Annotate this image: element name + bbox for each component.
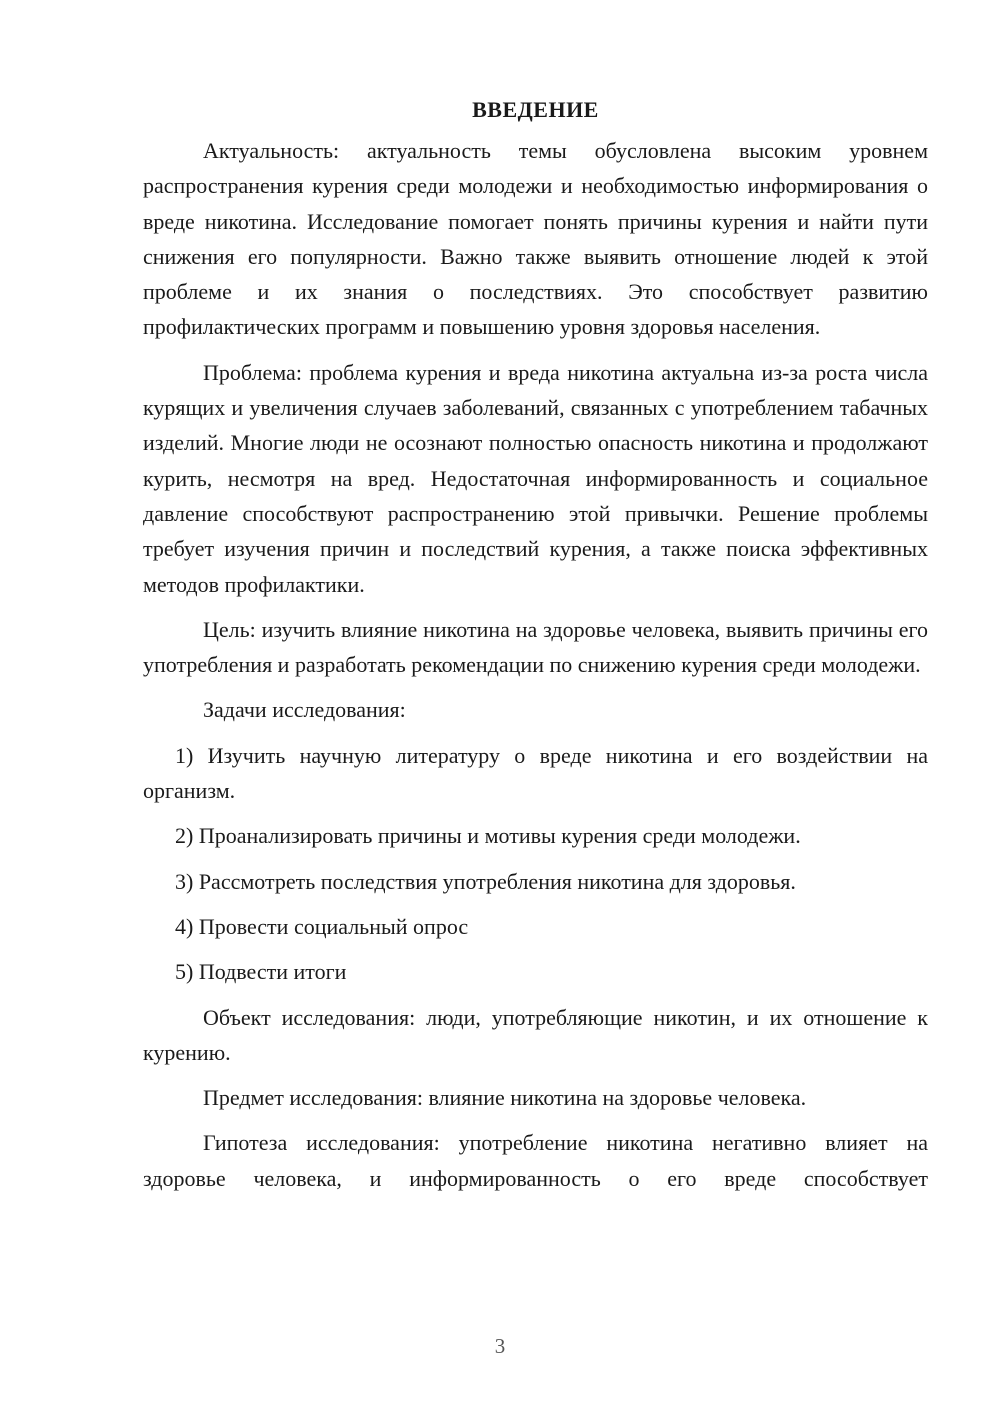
task-item-4: 4) Провести социальный опрос	[175, 913, 469, 939]
task-item-3: 3) Рассмотреть последствия употребления никотина для здоровья.	[175, 868, 796, 894]
paragraph-subject: Предмет исследования: влияние никотина на здоровье человека.	[203, 1085, 807, 1111]
paragraph-relevance: Актуальность: актуальность темы обусловлена высоким уровнем распространения курения среди молодежи и необходимостью информирования о вреде никотина. Исследование помогает понять причины курения и найти пути снижения его популярности. Важно также выявить отношение людей к этой проблеме и их знания о последствиях. Это способствует развитию профилактических программ и повышению уровня здоровья населения.	[143, 138, 928, 340]
task-item-5: 5) Подвести итоги	[175, 959, 347, 985]
section-title: ВВЕДЕНИЕ	[472, 97, 599, 122]
paragraph-goal: Цель: изучить влияние никотина на здоровье человека, выявить причины его употребления и разработать рекомендации по снижению курения среди молодежи.	[143, 616, 928, 678]
page-number: 3	[494, 1334, 506, 1358]
paragraph-object: Объект исследования: люди, употребляющие никотин, и их отношение к курению.	[143, 1004, 928, 1065]
task-item-2: 2) Проанализировать причины и мотивы курения среди молодежи.	[175, 823, 801, 849]
task-item-1: 1) Изучить научную литературу о вреде никотина и его воздействии на организм.	[143, 742, 928, 804]
paragraph-problem: Проблема: проблема курения и вреда никотина актуальна из-за роста числа курящих и увеличения случаев заболеваний, связанных с употреблением табачных изделий. Многие люди не осознают полностью опасность никотина и продолжают курить, несмотря на вред. Недостаточная информированность и социальное давление способствуют распространению этой привычки. Решение проблемы требует изучения причин и последствий курения, а также поиска эффективных методов профилактики.	[143, 359, 928, 597]
tasks-heading: Задачи исследования:	[203, 697, 406, 723]
paragraph-hypothesis: Гипотеза исследования: употребление никотина негативно влияет на здоровье человека, и информированность о его вреде способствует	[143, 1130, 928, 1191]
page-body	[143, 92, 928, 1206]
